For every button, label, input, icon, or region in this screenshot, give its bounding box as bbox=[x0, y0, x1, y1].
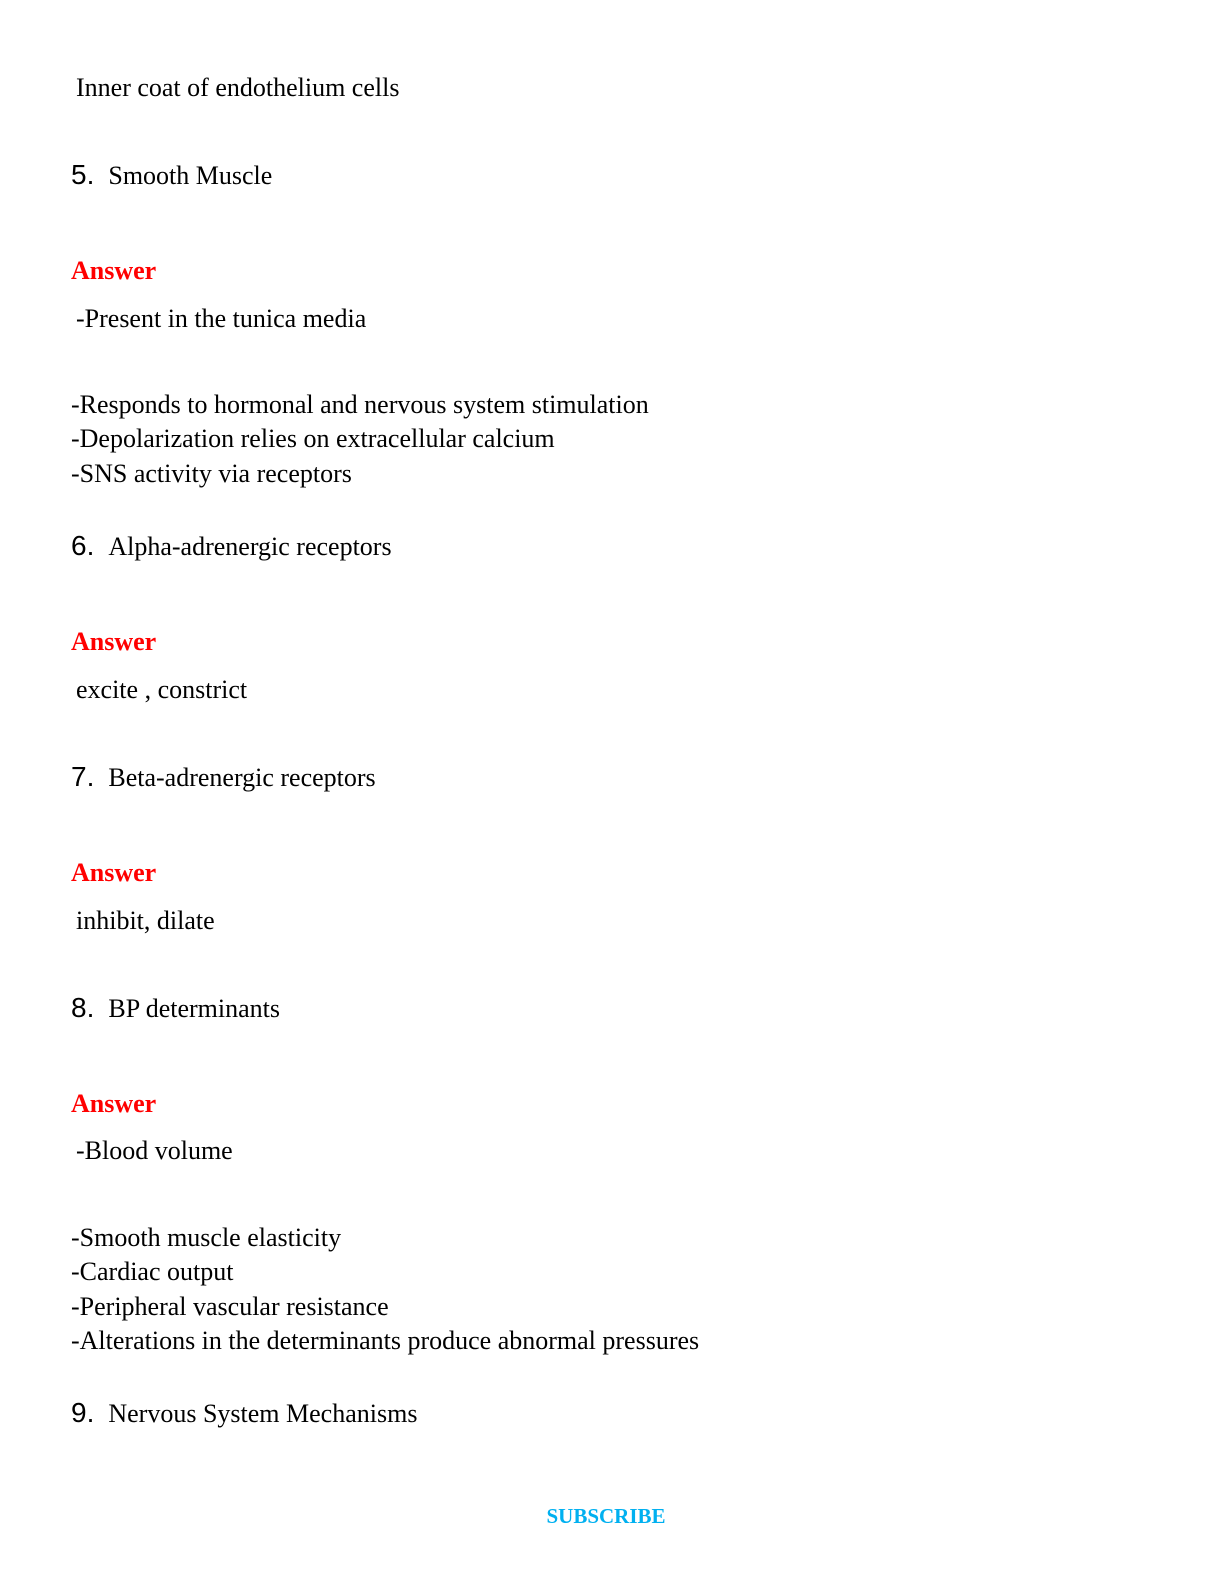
question-title: Alpha-adrenergic receptors bbox=[108, 532, 392, 561]
answer-line: -Cardiac output bbox=[71, 1257, 234, 1286]
answer-label: Answer bbox=[71, 256, 157, 285]
subscribe-link[interactable]: SUBSCRIBE bbox=[546, 1504, 666, 1528]
question-title: Nervous System Mechanisms bbox=[108, 1399, 418, 1428]
answer-label: Answer bbox=[71, 1089, 157, 1118]
question-number: 7. bbox=[71, 761, 95, 792]
answer-line: -Present in the tunica media bbox=[76, 304, 367, 333]
question-title: Beta-adrenergic receptors bbox=[108, 763, 376, 792]
answer-line: -Alterations in the determinants produce abnormal pressures bbox=[71, 1326, 700, 1355]
answer-line: inhibit, dilate bbox=[76, 906, 215, 935]
answer-line: -Responds to hormonal and nervous system stimulation bbox=[71, 390, 649, 419]
question-5 bbox=[71, 160, 272, 191]
question-number: 9. bbox=[71, 1397, 95, 1428]
answer-label: Answer bbox=[71, 858, 157, 887]
intro-line: Inner coat of endothelium cells bbox=[76, 73, 400, 102]
question-title: BP determinants bbox=[108, 994, 280, 1023]
question-9 bbox=[71, 1398, 417, 1429]
question-number: 8. bbox=[71, 992, 95, 1023]
question-number: 6. bbox=[71, 530, 95, 561]
answer-line: -Peripheral vascular resistance bbox=[71, 1292, 389, 1321]
answer-line: excite , constrict bbox=[76, 675, 248, 704]
question-6 bbox=[71, 531, 392, 562]
question-8 bbox=[71, 993, 280, 1024]
answer-label: Answer bbox=[71, 627, 157, 656]
question-7 bbox=[71, 762, 376, 793]
answer-line: -Smooth muscle elasticity bbox=[71, 1223, 342, 1252]
answer-line: -Depolarization relies on extracellular calcium bbox=[71, 424, 555, 453]
question-title: Smooth Muscle bbox=[108, 161, 273, 190]
question-number: 5. bbox=[71, 159, 95, 190]
answer-line: -SNS activity via receptors bbox=[71, 459, 352, 488]
answer-line: -Blood volume bbox=[76, 1136, 233, 1165]
